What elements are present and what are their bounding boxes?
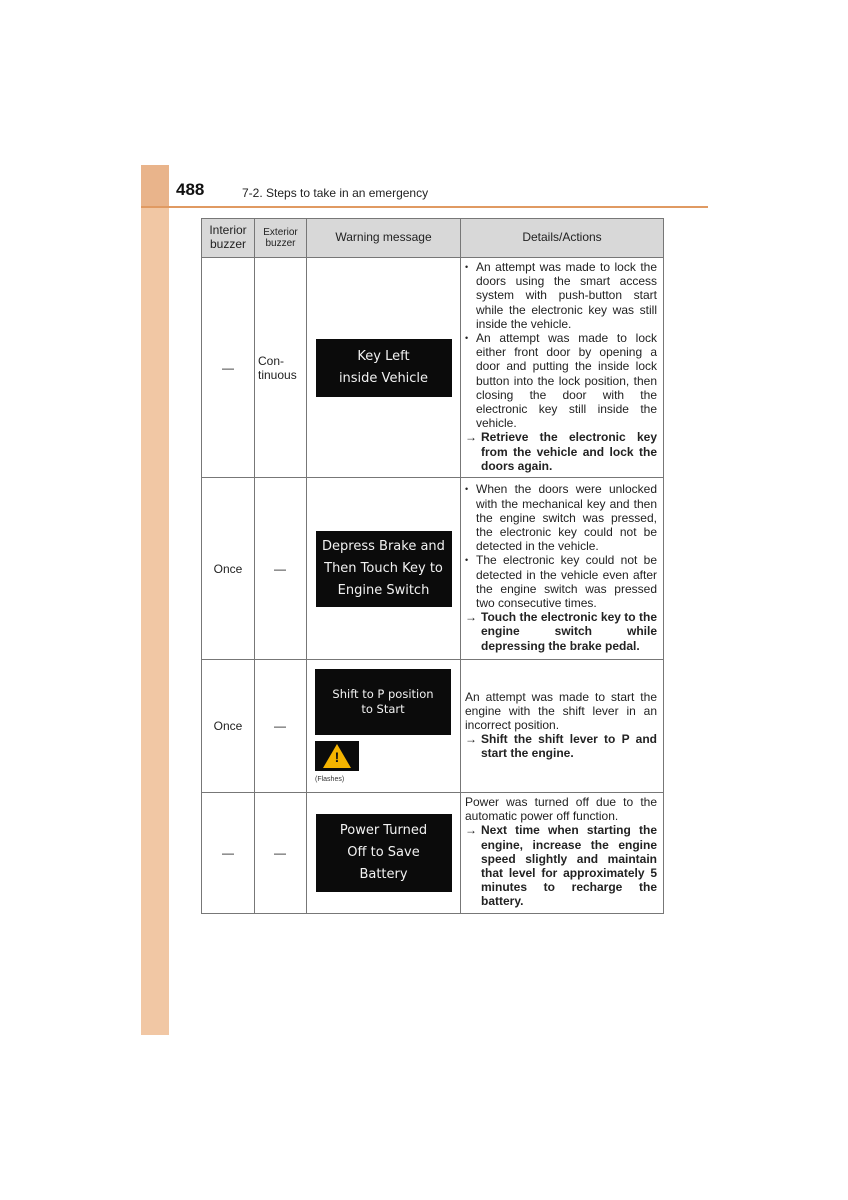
exterior-buzzer-cell: — [255,793,307,914]
detail-bullet: • An attempt was made to lock either front door by opening a door and putting the inside lock button into the lock position, then closing the door with the electronic key still inside the vehicle. [465,331,657,430]
flashes-caption: (Flashes) [315,776,345,784]
action-text: → Shift the shift lever to P and start the engine. [465,732,657,761]
action-text: → Retrieve the electronic key from the vehicle and lock the doors again. [465,430,657,473]
table-row [202,478,664,660]
col-header-exterior-buzzer: Exterior buzzer [255,219,307,258]
arrow-icon: → [465,823,477,838]
display-line: Depress Brake and [322,538,445,554]
interior-buzzer-cell: — [202,258,255,478]
warning-message-cell [307,478,461,660]
warning-display [315,669,451,735]
table-row [202,793,664,914]
warning-table [201,218,664,914]
display-line: Key Left [357,348,410,364]
warning-display [316,339,452,397]
interior-buzzer-cell: Once [202,660,255,793]
col-header-details-actions: Details/Actions [461,219,664,258]
detail-text: An attempt was made to start the engine with the shift lever in an incorrect position. [465,689,657,732]
detail-bullet: • When the doors were unlocked with the mechanical key and then the engine switch was pressed, the electronic key could not be detected in the vehicle. [465,482,657,553]
action-text: → Next time when starting the engine, increase the engine speed slightly and maintain that level for approximately 5 minutes to recharge the battery. [465,823,657,909]
display-line: Shift to P position [332,687,434,702]
exterior-buzzer-cell: Con- tinuous [255,258,307,478]
section-title: 7-2. Steps to take in an emergency [242,186,429,200]
display-line: Battery [359,866,408,882]
warning-message-cell [307,258,461,478]
warning-display [316,531,452,607]
details-cell [461,660,664,793]
display-line: Then Touch Key to [324,560,443,576]
arrow-icon: → [465,430,477,445]
details-cell [461,258,664,478]
interior-buzzer-cell: Once [202,478,255,660]
arrow-icon: → [465,732,477,747]
chapter-tab-header [141,165,169,207]
warning-message-cell [307,793,461,914]
display-line: inside Vehicle [338,370,429,386]
page-number: 488 [176,180,205,199]
detail-text: Power was turned off due to the automatic power off function. [465,795,657,824]
chapter-side-tab [141,165,169,1035]
details-cell [461,793,664,914]
interior-buzzer-cell: — [202,793,255,914]
arrow-icon: → [465,610,477,625]
col-header-warning-message: Warning message [307,219,461,258]
detail-bullet: • The electronic key could not be detected in the vehicle even after the engine switch was pressed two consecutive times. [465,553,657,610]
action-text: → Touch the electronic key to the engine switch while depressing the brake pedal. [465,610,657,653]
warning-display [316,814,452,892]
exterior-buzzer-cell: — [255,478,307,660]
display-line: Off to Save [347,844,420,860]
warning-triangle-icon: ! [315,741,359,771]
display-line: Engine Switch [337,582,430,598]
table-header-row [202,219,664,258]
table-row [202,258,664,478]
display-line: Power Turned [339,822,428,838]
details-cell [461,478,664,660]
col-header-interior-buzzer: Interior buzzer [202,219,255,258]
table-row [202,660,664,793]
header-divider [141,206,708,208]
warning-message-cell [307,660,461,793]
display-line: to Start [361,702,405,717]
detail-bullet: • An attempt was made to lock the doors using the smart access system with push-button start while the electronic key was still inside the vehicle. [465,260,657,331]
exterior-buzzer-cell: — [255,660,307,793]
